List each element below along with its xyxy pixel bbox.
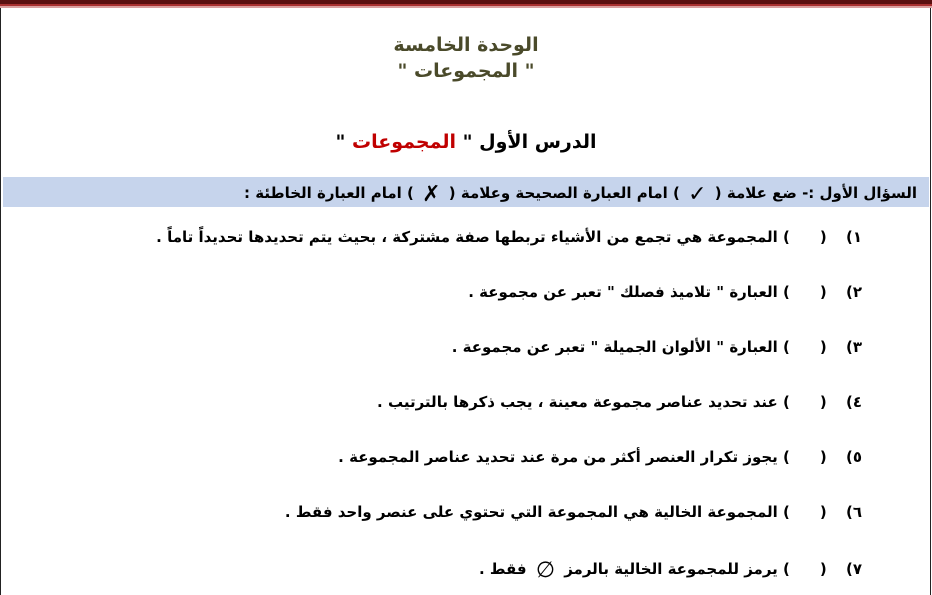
lesson-highlight: المجموعات [352, 131, 456, 153]
question-item-1 [156, 228, 862, 246]
question-item-6 [285, 503, 862, 521]
answer-open-paren: ( [819, 560, 827, 578]
question-item-5 [338, 448, 862, 466]
item-text: المجموعة هي تجمع من الأشياء تربطها صفة مشتركة ، بحيث يتم تحديدها تحديداً تاماً . [156, 228, 778, 246]
answer-close-paren: ) [783, 448, 790, 466]
unit-subtitle: " المجموعات " [397, 60, 535, 82]
check-mark-icon: ✓ [688, 182, 707, 207]
answer-close-paren: ) [783, 283, 790, 301]
question-part3: ) امام العبارة الخاطئة : [244, 184, 414, 202]
question-part1: السؤال الأول :- ضع علامة ( [714, 184, 917, 202]
answer-open-paren: ( [819, 448, 827, 466]
item-number: ٢) [845, 283, 862, 301]
cross-mark-icon: ✗ [422, 182, 441, 207]
item-text-after: فقط . [478, 560, 527, 578]
item-text: العبارة " تلاميذ فصلك " تعبر عن مجموعة . [468, 283, 778, 301]
item-number: ٤) [845, 393, 862, 411]
question-item-4 [377, 393, 862, 411]
item-text: العبارة " الألوان الجميلة " تعبر عن مجموعة . [451, 338, 778, 356]
answer-close-paren: ) [783, 338, 790, 356]
item-text: المجموعة الخالية هي المجموعة التي تحتوي على عنصر واحد فقط . [284, 503, 778, 521]
question-part2: ) امام العبارة الصحيحة وعلامة ( [448, 184, 680, 202]
question-item-7 [479, 558, 862, 583]
answer-open-paren: ( [819, 338, 827, 356]
page-frame-right [930, 8, 931, 595]
lesson-title [0, 131, 932, 153]
top-decorative-border [0, 0, 932, 8]
answer-open-paren: ( [819, 228, 827, 246]
answer-close-paren: ) [783, 228, 790, 246]
question-item-3 [452, 338, 862, 356]
page-frame-left [0, 8, 1, 595]
answer-open-paren: ( [819, 393, 827, 411]
lesson-suffix: " [335, 131, 346, 153]
item-number: ٣) [845, 338, 862, 356]
answer-close-paren: ) [783, 393, 790, 411]
item-text-before: يرمز للمجموعة الخالية بالرمز [564, 560, 778, 578]
question-item-2 [468, 283, 862, 301]
item-number: ١) [845, 228, 862, 246]
answer-open-paren: ( [819, 283, 827, 301]
item-text: يجوز تكرار العنصر أكثر من مرة عند تحديد عناصر المجموعة . [338, 448, 778, 466]
item-number: ٧) [845, 560, 862, 578]
lesson-prefix: الدرس الأول " [462, 131, 597, 153]
unit-title: الوحدة الخامسة [393, 34, 539, 56]
answer-close-paren: ) [783, 503, 790, 521]
question-instruction [244, 182, 917, 207]
item-number: ٥) [845, 448, 862, 466]
answer-close-paren: ) [783, 560, 790, 578]
question-header [3, 177, 929, 207]
item-number: ٦) [845, 503, 862, 521]
answer-open-paren: ( [819, 503, 827, 521]
item-text: عند تحديد عناصر مجموعة معينة ، يجب ذكرها بالترتيب . [377, 393, 778, 411]
border-light-stripe [0, 6, 932, 8]
empty-set-icon: ∅ [535, 558, 555, 583]
